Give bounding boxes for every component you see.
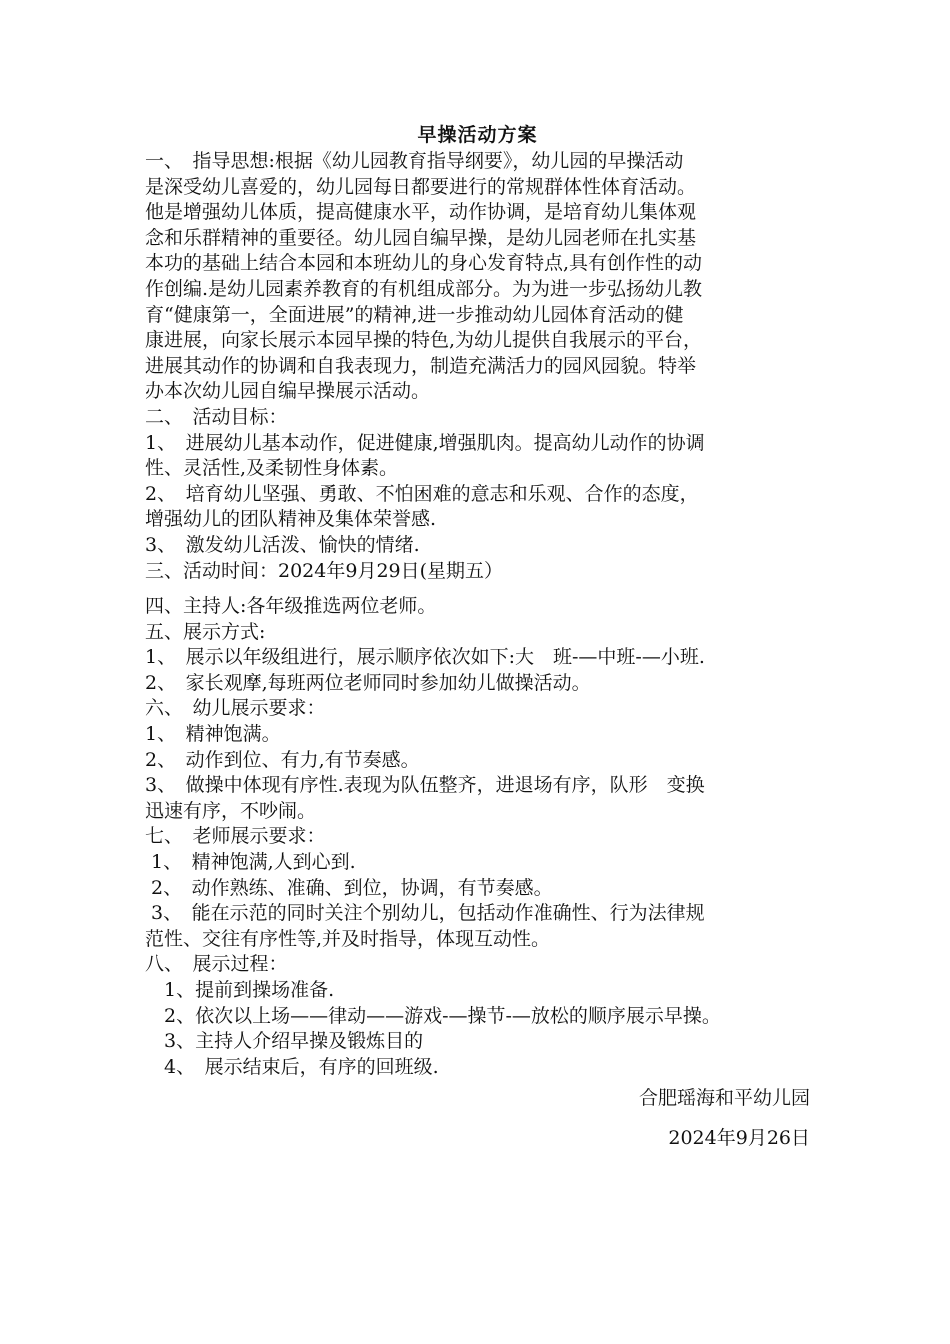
document-date: 2024年9月26日: [668, 1126, 810, 1149]
body-line: 2、 动作到位、有力,有节奏感。: [145, 748, 420, 771]
body-section-2: [145, 594, 810, 1080]
body-line: 四、主持人:各年级推选两位老师。: [145, 595, 437, 618]
signature: 合肥瑶海和平幼儿园: [638, 1087, 810, 1110]
body-section-1: [145, 149, 810, 584]
body-line: 3、 做操中体现有序性.表现为队伍整齐，进退场有序，队形 变换: [145, 774, 705, 797]
body-line: 2、 培育幼儿坚强、勇敢、不怕困难的意志和乐观、合作的态度，: [145, 482, 699, 505]
body-line: 本功的基础上结合本园和本班幼儿的身心发育特点,具有创作性的动: [145, 252, 703, 275]
body-line: 办本次幼儿园自编早操展示活动。: [145, 380, 431, 403]
body-line: 3、主持人介绍早操及锻炼目的: [145, 1030, 424, 1053]
body-line: 康进展，向家长展示本园早操的特色,为幼儿提供自我展示的平台，: [145, 329, 703, 352]
body-line: 二、 活动目标：: [145, 405, 288, 428]
body-line: 六、 幼儿展示要求：: [145, 697, 326, 720]
body-line: 1、 精神饱满。: [145, 723, 281, 746]
body-line: 他是增强幼儿体质，提高健康水平，动作协调，是培育幼儿集体观: [145, 201, 697, 224]
body-line: 范性、交往有序性等,并及时指导，体现互动性。: [145, 927, 551, 950]
body-line: 一、 指导思想:根据《幼儿园教育指导纲要》，幼儿园的早操活动: [145, 150, 684, 172]
body-line: 1、 进展幼儿基本动作，促进健康,增强肌肉。提高幼儿动作的协调: [145, 431, 705, 454]
body-line: 2、 家长观摩,每班两位老师同时参加幼儿做操活动。: [145, 671, 591, 694]
body-line: 七、 老师展示要求：: [145, 825, 326, 848]
body-line: 3、 能在示范的同时关注个别幼儿，包括动作准确性、行为法律规: [145, 902, 705, 925]
body-line: 五、展示方式:: [145, 620, 266, 643]
body-line: 八、 展示过程：: [145, 953, 288, 976]
body-line: 念和乐群精神的重要径。幼儿园自编早操，是幼儿园老师在扎实基: [145, 226, 697, 249]
body-line: 3、 激发幼儿活泼、愉快的情绪.: [145, 533, 420, 556]
body-line: 1、 精神饱满,人到心到.: [145, 851, 356, 874]
document-title: 早操活动方案: [417, 124, 538, 146]
body-line: 2、 动作熟练、准确、到位，协调，有节奏感。: [145, 876, 553, 899]
body-line: 1、 展示以年级组进行，展示顺序依次如下:大 班-—中班-—小班.: [145, 646, 705, 669]
body-line: 1、提前到操场准备.: [145, 979, 335, 1001]
body-line: 是深受幼儿喜爱的，幼儿园每日都要进行的常规群体性体育活动。: [145, 175, 697, 198]
body-line: 三、活动时间：2024年9月29日(星期五）: [145, 559, 504, 582]
body-line: 育“健康第一，全面进展”的精神,进一步推动幼儿园体育活动的健: [145, 303, 684, 326]
body-line: 2、依次以上场——律动——游戏-—操节-—放松的顺序展示早操。: [145, 1004, 721, 1027]
body-line: 4、 展示结束后，有序的回班级.: [145, 1055, 439, 1078]
body-line: 增强幼儿的团队精神及集体荣誉感.: [145, 508, 437, 531]
body-line: 进展其动作的协调和自我表现力，制造充满活力的园风园貌。特举: [145, 354, 697, 377]
body-line: 作创编.是幼儿园素养教育的有机组成部分。为为进一步弘扬幼儿教: [145, 277, 703, 300]
body-line: 迅速有序，不吵闹。: [145, 799, 317, 822]
body-line: 性、灵活性,及柔韧性身体素。: [145, 457, 399, 480]
